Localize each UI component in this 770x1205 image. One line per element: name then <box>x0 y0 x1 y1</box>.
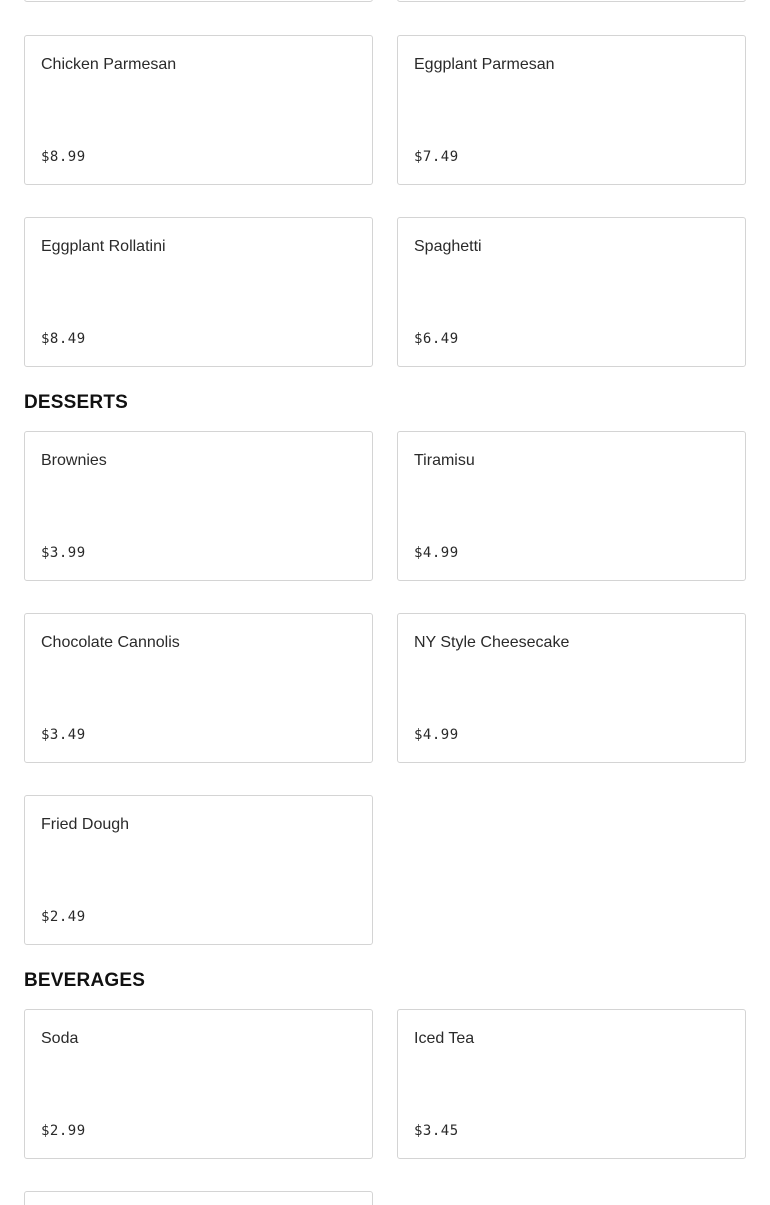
menu-item-name: Spaghetti <box>414 238 482 255</box>
menu-item-name: NY Style Cheesecake <box>414 634 570 651</box>
menu-item-price: $6.49 <box>414 331 459 347</box>
menu-item-card[interactable] <box>24 0 373 2</box>
menu-item-card[interactable] <box>397 217 746 367</box>
menu-item-price: $4.99 <box>414 545 459 561</box>
menu-item-card[interactable] <box>24 1191 373 1205</box>
menu-item-name: Soda <box>41 1030 79 1047</box>
menu-item-card[interactable] <box>24 1009 373 1159</box>
menu-item-card[interactable] <box>397 1009 746 1159</box>
menu-item-price: $3.45 <box>414 1123 459 1139</box>
menu-item-price: $4.99 <box>414 727 459 743</box>
menu-item-name: Eggplant Parmesan <box>414 56 555 73</box>
menu-item-card[interactable] <box>24 795 373 945</box>
menu-item-name: Chicken Parmesan <box>41 56 177 73</box>
menu-item-price: $7.49 <box>414 149 459 165</box>
menu-item-price: $2.99 <box>41 1123 86 1139</box>
section-title-beverages: BEVERAGES <box>24 970 146 991</box>
menu-item-name: Eggplant Rollatini <box>41 238 166 255</box>
menu-item-card[interactable] <box>24 613 373 763</box>
menu-item-card[interactable] <box>397 431 746 581</box>
menu-item-name: Iced Tea <box>414 1030 475 1047</box>
menu-item-price: $2.49 <box>41 909 86 925</box>
menu-item-card[interactable] <box>24 431 373 581</box>
menu-item-card[interactable] <box>24 217 373 367</box>
menu-item-price: $8.49 <box>41 331 86 347</box>
menu-item-card[interactable] <box>397 35 746 185</box>
menu-item-price: $8.99 <box>41 149 86 165</box>
menu-item-price: $3.99 <box>41 545 86 561</box>
section-title-desserts: DESSERTS <box>24 392 129 413</box>
menu-item-name: Brownies <box>41 452 107 469</box>
menu-item-card[interactable] <box>397 613 746 763</box>
menu-item-price: $3.49 <box>41 727 86 743</box>
menu-item-name: Fried Dough <box>41 816 130 833</box>
menu-item-card[interactable] <box>24 35 373 185</box>
menu-item-card[interactable] <box>397 0 746 2</box>
menu-item-name: Tiramisu <box>414 452 475 469</box>
menu-item-name: Chocolate Cannolis <box>41 634 180 651</box>
